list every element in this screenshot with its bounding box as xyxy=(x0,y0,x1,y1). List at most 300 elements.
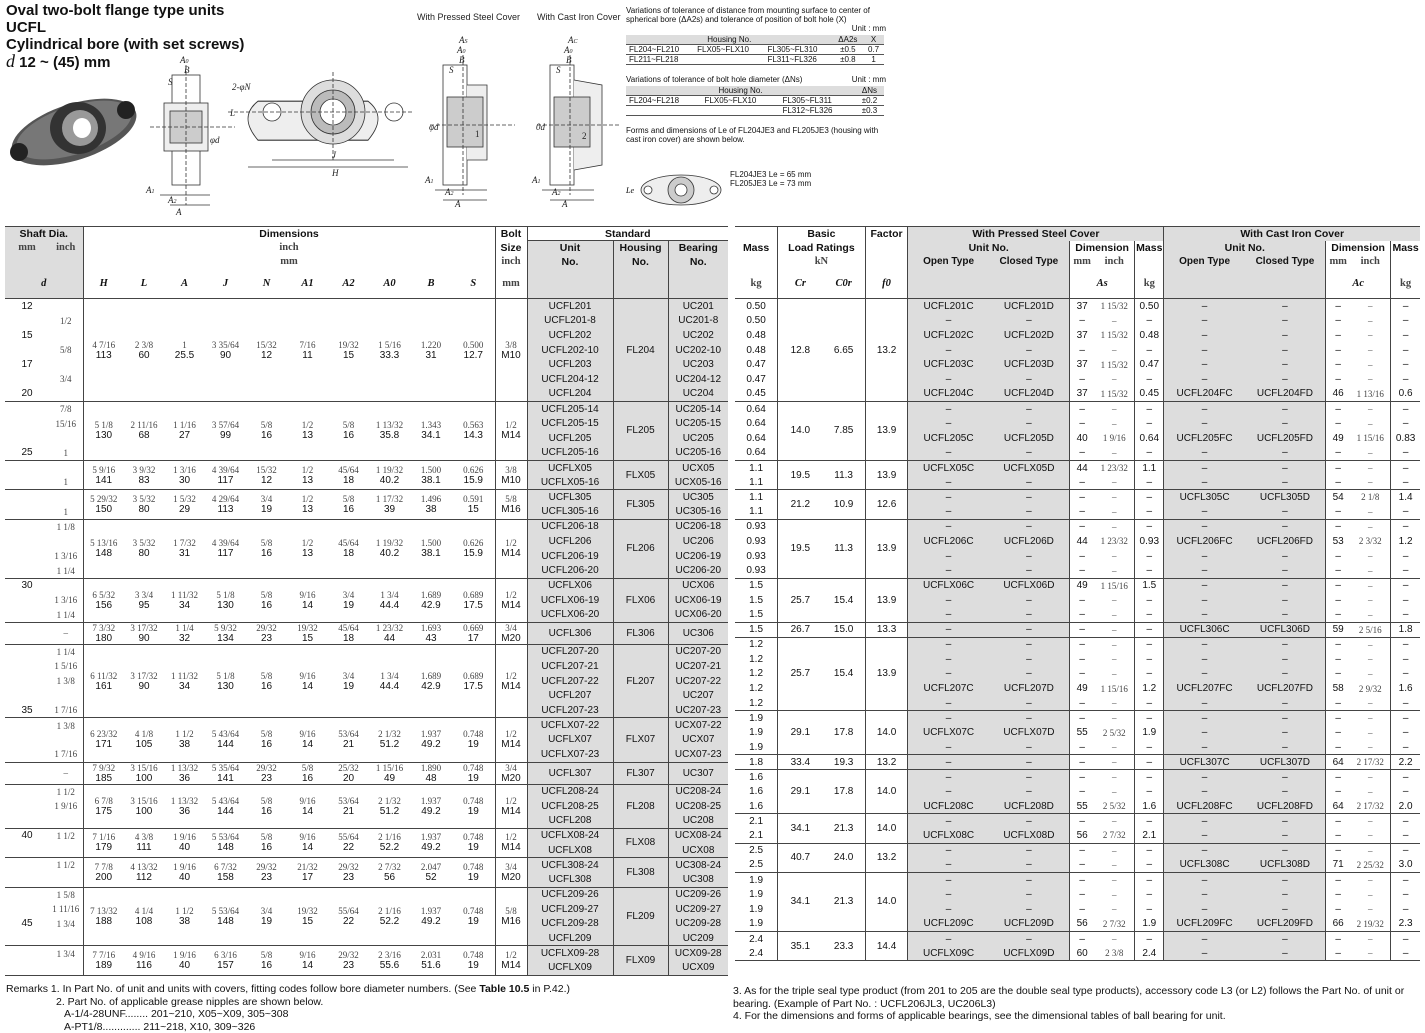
dimension-cell xyxy=(205,578,246,622)
unit-no: UCFL202-10 xyxy=(527,343,613,358)
factor-f0: 13.2 xyxy=(865,299,908,402)
dimension-mm: 111 xyxy=(125,842,163,853)
pressed-cover-mass: – xyxy=(1135,593,1164,608)
dimension-cell xyxy=(83,887,124,946)
dimension-cell xyxy=(369,622,410,644)
bearing-no: UC201-8 xyxy=(668,313,728,328)
dimension-mm: 19 xyxy=(453,960,494,971)
bolt-inch: 1/2 xyxy=(497,538,526,548)
pressed-open-type: – xyxy=(908,490,989,505)
cast-open-type: – xyxy=(1164,416,1245,431)
pressed-closed-type: – xyxy=(989,814,1070,829)
cast-open-type: – xyxy=(1164,519,1245,534)
dimension-inch: 19/32 xyxy=(288,623,327,633)
shaft-mm xyxy=(5,872,49,887)
dimension-mm: 95 xyxy=(125,600,163,611)
pressed-closed-type: – xyxy=(989,608,1070,623)
housing-no: FLX09 xyxy=(613,946,668,975)
dimension-cell xyxy=(164,946,205,975)
dimension-inch: 7 7/16 xyxy=(85,950,124,960)
pressed-open-type: – xyxy=(908,652,989,667)
bolt-mm: M10 xyxy=(497,350,526,361)
dimension-mm: 13 xyxy=(288,504,327,515)
dimension-mm: 51.6 xyxy=(411,960,451,971)
cast-open-type: – xyxy=(1164,549,1245,564)
v1-cell: FL305~FL310 xyxy=(764,45,832,55)
shaft-inch: 1 3/4 xyxy=(49,946,83,961)
shaft-mm: 12 xyxy=(5,299,49,314)
dimension-mm: 40 xyxy=(165,872,204,883)
cast-dim-inch: – xyxy=(1350,343,1390,358)
pressed-open-type: UCFL204C xyxy=(908,387,989,402)
unit-mass: 0.93 xyxy=(735,549,778,564)
unit-no: UCFL204-12 xyxy=(527,372,613,387)
shaft-mm xyxy=(5,902,49,917)
dimension-inch: 1 3/16 xyxy=(165,465,204,475)
pressed-dim-mm: – xyxy=(1070,402,1095,417)
pressed-cover-mass: – xyxy=(1135,873,1164,888)
shaft-inch: 1 9/16 xyxy=(49,799,83,814)
unit-mass: 0.45 xyxy=(735,387,778,402)
dimension-inch: 4 1/8 xyxy=(125,729,163,739)
cast-dim-mm: – xyxy=(1326,946,1351,961)
h-unit: Unit xyxy=(527,241,613,255)
bolt-inch: 5/8 xyxy=(497,906,526,916)
dimension-cell xyxy=(246,519,287,578)
dimension-inch: 1 3/4 xyxy=(370,671,409,681)
dimension-cell xyxy=(452,887,495,946)
bearing-no: UC208-24 xyxy=(668,784,728,799)
dimension-mm: 134 xyxy=(206,633,245,644)
bolt-mm: M20 xyxy=(497,872,526,883)
dimension-cell xyxy=(205,718,246,762)
pressed-cover-mass: 0.48 xyxy=(1135,328,1164,343)
dimension-inch: 7 9/32 xyxy=(85,763,124,773)
dimension-cell xyxy=(452,828,495,857)
pressed-closed-type: – xyxy=(989,755,1070,770)
h-col: J xyxy=(205,269,246,299)
dimension-inch: 0.748 xyxy=(453,796,494,806)
dimension-inch: 0.626 xyxy=(453,465,494,475)
bolt-size xyxy=(495,299,527,402)
unit-no: UCFLX05 xyxy=(527,460,613,475)
cast-dim-inch: – xyxy=(1350,299,1390,314)
rating-c0r: 19.3 xyxy=(823,755,866,770)
dimension-cell xyxy=(452,490,495,519)
housing-no: FL204 xyxy=(613,299,668,402)
dimension-cell xyxy=(164,858,205,887)
dimension-mm: 200 xyxy=(85,872,124,883)
cast-cover-mass: – xyxy=(1391,313,1420,328)
shaft-mm: 35 xyxy=(5,703,49,718)
shaft-mm xyxy=(5,608,49,623)
cast-dim-mm: – xyxy=(1326,770,1351,785)
dimension-inch: 5/8 xyxy=(247,950,286,960)
pressed-dim-inch: – xyxy=(1094,313,1134,328)
bolt-size xyxy=(495,828,527,857)
cast-cover-mass: – xyxy=(1391,357,1420,372)
v1-cell: FL204~FL210 xyxy=(626,45,694,55)
bearing-no: UC204 xyxy=(668,387,728,402)
shaft-mm xyxy=(5,858,49,873)
pressed-cover-mass: – xyxy=(1135,666,1164,681)
h-housing-no: No. xyxy=(613,255,668,269)
cast-cover-mass: – xyxy=(1391,784,1420,799)
dimension-inch: 5 9/16 xyxy=(85,465,124,475)
cast-dim-mm: – xyxy=(1326,460,1351,475)
shaft-inch xyxy=(49,961,83,976)
pressed-dim-mm: – xyxy=(1070,608,1095,623)
pressed-dim-inch: – xyxy=(1094,711,1134,726)
unit-mass: 1.9 xyxy=(735,902,778,917)
variation1-table xyxy=(626,35,884,65)
unit-mass: 1.2 xyxy=(735,652,778,667)
dimension-mm: 12.7 xyxy=(453,350,494,361)
dimension-mm: 33.3 xyxy=(370,350,409,361)
dimension-mm: 17.5 xyxy=(453,681,494,692)
dimension-inch: 1.937 xyxy=(411,796,451,806)
pressed-open-type: UCFL209C xyxy=(908,917,989,932)
bearing-no: UC205-14 xyxy=(668,402,728,417)
bolt-inch: 3/4 xyxy=(497,763,526,773)
shaft-mm xyxy=(5,946,49,961)
dimension-cell xyxy=(410,784,452,828)
dimension-mm: 51.2 xyxy=(370,739,409,750)
pressed-closed-type: – xyxy=(989,902,1070,917)
bolt-inch: 3/4 xyxy=(497,623,526,633)
dimension-mm: 19 xyxy=(329,681,368,692)
pressed-dim-mm: 37 xyxy=(1070,328,1095,343)
cast-dim-mm: – xyxy=(1326,299,1351,314)
factor-f0: 12.6 xyxy=(865,490,908,519)
cast-open-type: UCFL308C xyxy=(1164,858,1245,873)
dimension-cell xyxy=(124,858,164,887)
pressed-cover-mass: – xyxy=(1135,372,1164,387)
bearing-no: UCX06-19 xyxy=(668,593,728,608)
unit-mass: 0.64 xyxy=(735,402,778,417)
pressed-dim-inch: 2 3/8 xyxy=(1094,946,1134,961)
pressed-closed-type: – xyxy=(989,931,1070,946)
cast-cover-caption: With Cast Iron Cover xyxy=(537,12,621,22)
dimension-mm: 40 xyxy=(165,842,204,853)
pressed-dim-inch: 2 7/32 xyxy=(1094,828,1134,843)
unit-no: UCFL308 xyxy=(527,872,613,887)
bolt-inch: 1/2 xyxy=(497,796,526,806)
dimension-inch: 1 3/4 xyxy=(370,590,409,600)
dimension-cell xyxy=(205,460,246,489)
rating-cr: 19.5 xyxy=(778,519,823,578)
dimension-inch: 2 1/16 xyxy=(370,906,409,916)
dimension-cell xyxy=(287,784,328,828)
h-bearing-no: No. xyxy=(668,255,728,269)
dimension-cell xyxy=(164,644,205,718)
dimension-inch: 1 9/16 xyxy=(165,950,204,960)
shaft-inch: 1 5/8 xyxy=(49,887,83,902)
unit-mass: 1.1 xyxy=(735,505,778,520)
table-row xyxy=(735,402,1420,417)
pressed-open-type: – xyxy=(908,622,989,637)
svg-text:A: A xyxy=(561,199,568,209)
dimension-inch: 1 xyxy=(165,340,204,350)
dimension-inch: 0.626 xyxy=(453,538,494,548)
pressed-open-type: – xyxy=(908,549,989,564)
pressed-open-type: – xyxy=(908,608,989,623)
pressed-cover-mass: – xyxy=(1135,902,1164,917)
rating-cr: 40.7 xyxy=(778,843,823,872)
bolt-inch: 1/2 xyxy=(497,950,526,960)
dimension-inch: 5 43/64 xyxy=(206,796,245,806)
unit-mass: 1.6 xyxy=(735,770,778,785)
pressed-dim-inch: – xyxy=(1094,372,1134,387)
h-bearing: Bearing xyxy=(668,241,728,255)
shaft-mm xyxy=(5,372,49,387)
dimension-cell xyxy=(205,490,246,519)
cast-dim-inch: 2 19/32 xyxy=(1350,917,1390,932)
bore-symbol: d xyxy=(6,51,15,71)
bolt-inch: 1/2 xyxy=(497,832,526,842)
dimension-mm: 117 xyxy=(206,475,245,486)
pressed-closed-type: – xyxy=(989,770,1070,785)
dimension-cell xyxy=(410,946,452,975)
shaft-inch xyxy=(49,578,83,593)
shaft-mm xyxy=(5,674,49,689)
dimension-mm: 144 xyxy=(206,739,245,750)
table-row xyxy=(735,711,1420,726)
dimension-mm: 144 xyxy=(206,806,245,817)
rating-cr: 33.4 xyxy=(778,755,823,770)
dimension-cell xyxy=(452,402,495,461)
dimension-inch: 1.693 xyxy=(411,623,451,633)
svg-text:A2: A2 xyxy=(551,187,561,197)
unit-no: UCFL205-16 xyxy=(527,446,613,461)
unit-mass: 0.47 xyxy=(735,372,778,387)
h-shaft-inch: inch xyxy=(49,241,83,255)
bolt-size xyxy=(495,887,527,946)
dimension-inch: 1 23/32 xyxy=(370,623,409,633)
cast-dim-mm: 53 xyxy=(1326,534,1351,549)
svg-text:A2: A2 xyxy=(444,187,454,197)
front-view-drawing xyxy=(228,72,413,180)
table-row xyxy=(5,299,728,314)
dimension-mm: 38 xyxy=(165,916,204,927)
pressed-open-type: – xyxy=(908,740,989,755)
cast-dim-mm: – xyxy=(1326,357,1351,372)
dimension-mm: 19 xyxy=(329,600,368,611)
bearing-no: UCX07 xyxy=(668,733,728,748)
pressed-closed-type: – xyxy=(989,563,1070,578)
bolt-size xyxy=(495,718,527,762)
dimension-inch: 3 5/32 xyxy=(125,538,163,548)
pressed-dim-mm: 44 xyxy=(1070,460,1095,475)
dimension-mm: 12 xyxy=(247,475,286,486)
dimension-cell xyxy=(328,762,369,784)
svg-text:A2: A2 xyxy=(167,195,177,205)
svg-text:φd: φd xyxy=(210,135,220,145)
dimension-mm: 80 xyxy=(125,548,163,559)
pressed-dim-inch: – xyxy=(1094,563,1134,578)
bore-type: Cylindrical bore (with set screws) xyxy=(6,36,244,53)
dimension-cell xyxy=(164,490,205,519)
dimension-inch: 1 9/16 xyxy=(165,862,204,872)
bearing-no: UC202-10 xyxy=(668,343,728,358)
cast-closed-type: – xyxy=(1245,460,1326,475)
unit-no: UCFLX09 xyxy=(527,961,613,976)
pressed-dim-mm: 55 xyxy=(1070,799,1095,814)
bearing-no: UCX08-24 xyxy=(668,828,728,843)
pressed-cover-mass: – xyxy=(1135,740,1164,755)
v2-cell: FL312~FL326 xyxy=(779,106,855,116)
pressed-dim-inch: – xyxy=(1094,505,1134,520)
pressed-open-type: – xyxy=(908,593,989,608)
rating-cr: 29.1 xyxy=(778,770,823,814)
bolt-mm: M20 xyxy=(497,633,526,644)
unit-mass: 1.2 xyxy=(735,696,778,711)
dimension-mm: 130 xyxy=(206,681,245,692)
pressed-cover-mass: – xyxy=(1135,549,1164,564)
cast-cover-mass: – xyxy=(1391,519,1420,534)
pressed-cover-mass: – xyxy=(1135,931,1164,946)
table-row xyxy=(5,490,728,505)
svg-text:0d: 0d xyxy=(536,122,546,132)
bolt-inch: 1/2 xyxy=(497,590,526,600)
pressed-open-type: – xyxy=(908,770,989,785)
dimension-mm: 16 xyxy=(247,681,286,692)
dimension-mm: 40.2 xyxy=(370,548,409,559)
bearing-no: UC202 xyxy=(668,328,728,343)
rating-c0r: 11.3 xyxy=(823,519,866,578)
cast-open-type: – xyxy=(1164,873,1245,888)
cast-open-type: – xyxy=(1164,843,1245,858)
dimension-inch: 6 11/32 xyxy=(85,671,124,681)
dimension-inch: 0.748 xyxy=(453,763,494,773)
dimension-mm: 16 xyxy=(247,600,286,611)
table-row xyxy=(5,460,728,475)
table-row xyxy=(735,622,1420,637)
dimension-mm: 158 xyxy=(206,872,245,883)
dimension-mm: 19 xyxy=(453,842,494,853)
dimension-mm: 16 xyxy=(288,773,327,784)
dimension-inch: 2 1/32 xyxy=(370,796,409,806)
dimension-cell xyxy=(410,519,452,578)
je3-values xyxy=(730,170,811,188)
pressed-closed-type: – xyxy=(989,637,1070,652)
dimension-mm: 19 xyxy=(453,739,494,750)
dimension-cell xyxy=(124,887,164,946)
variation2-table xyxy=(626,86,884,116)
dimension-mm: 17.5 xyxy=(453,600,494,611)
je3-drawing xyxy=(626,165,726,215)
cast-open-type: – xyxy=(1164,593,1245,608)
dimension-inch: 1/2 xyxy=(288,494,327,504)
unit-no: UCFL305-16 xyxy=(527,505,613,520)
table-row xyxy=(5,622,728,644)
dimension-cell xyxy=(246,887,287,946)
svg-text:A: A xyxy=(175,207,182,217)
cast-cover-mass: – xyxy=(1391,549,1420,564)
dimension-inch: 0.669 xyxy=(453,623,494,633)
dimension-cell xyxy=(369,644,410,718)
cast-dim-mm: 59 xyxy=(1326,622,1351,637)
dimension-cell xyxy=(452,858,495,887)
cast-dim-mm: – xyxy=(1326,740,1351,755)
pressed-cover-mass: – xyxy=(1135,343,1164,358)
shaft-mm xyxy=(5,843,49,858)
unit-mass: 1.2 xyxy=(735,666,778,681)
dimension-cell xyxy=(205,519,246,578)
bearing-no: UCX05-16 xyxy=(668,475,728,490)
dimension-mm: 13 xyxy=(288,548,327,559)
variation1-text: Variations of tolerance of distance from mounting surface to center of spherical bore (ΔA2s) and tolerance of position of bolt hole (X) xyxy=(626,6,886,24)
unit-no: UCFL201-8 xyxy=(527,313,613,328)
shaft-inch xyxy=(49,843,83,858)
v1-cell: FL211~FL218 xyxy=(626,55,694,65)
pressed-closed-type: UCFL208D xyxy=(989,799,1070,814)
rating-c0r: 24.0 xyxy=(823,843,866,872)
cast-closed-type: – xyxy=(1245,784,1326,799)
shaft-mm xyxy=(5,733,49,748)
pressed-open-type: – xyxy=(908,563,989,578)
rating-cr: 35.1 xyxy=(778,931,823,960)
h-kg-c: kg xyxy=(1391,269,1420,299)
dimension-mm: 100 xyxy=(125,773,163,784)
shaft-mm xyxy=(5,563,49,578)
dimension-mm: 108 xyxy=(125,916,163,927)
h-kn: kN xyxy=(778,255,866,269)
dimension-inch: 5/8 xyxy=(247,671,286,681)
dimension-inch: 0.748 xyxy=(453,862,494,872)
pressed-dim-inch: – xyxy=(1094,843,1134,858)
dimension-mm: 11 xyxy=(288,350,327,361)
dimension-cell xyxy=(287,490,328,519)
pressed-open-type: – xyxy=(908,696,989,711)
dimension-inch: 4 7/16 xyxy=(85,340,124,350)
unit-no: UCFL306 xyxy=(527,622,613,644)
h-closed-p: Closed Type xyxy=(989,255,1070,269)
cast-dim-inch: – xyxy=(1350,608,1390,623)
h-dim-mm: mm xyxy=(83,255,495,269)
dimension-cell xyxy=(246,762,287,784)
pressed-closed-type: – xyxy=(989,519,1070,534)
v1-head-a2s: ΔA2s xyxy=(833,35,864,45)
v1-cell: 1 xyxy=(863,55,884,65)
dimension-mm: 15 xyxy=(453,504,494,515)
cast-cover-mass: 2.2 xyxy=(1391,755,1420,770)
table-row xyxy=(735,519,1420,534)
dimension-inch: 4 13/32 xyxy=(125,862,163,872)
rating-cr: 19.5 xyxy=(778,460,823,489)
rating-c0r: 7.85 xyxy=(823,402,866,461)
shaft-mm: 45 xyxy=(5,917,49,932)
unit-no: UCFL209-26 xyxy=(527,887,613,902)
dimension-cell xyxy=(205,402,246,461)
pressed-dim-mm: – xyxy=(1070,416,1095,431)
cast-closed-type: – xyxy=(1245,828,1326,843)
bolt-inch: 3/4 xyxy=(497,862,526,872)
pressed-dim-inch: – xyxy=(1094,887,1134,902)
dimension-mm: 27 xyxy=(165,430,204,441)
shaft-inch: – xyxy=(49,622,83,644)
pressed-open-type: UCFL206C xyxy=(908,534,989,549)
dimension-cell xyxy=(452,644,495,718)
table-row xyxy=(735,814,1420,829)
pressed-open-type: UCFL202C xyxy=(908,328,989,343)
h-mass-p: Mass xyxy=(1135,241,1164,255)
dimension-mm: 15 xyxy=(288,916,327,927)
rating-cr: 25.7 xyxy=(778,637,823,711)
remark-2a: A-1/4-28UNF........ 201~210, X05~X09, 305~308 xyxy=(6,1008,726,1021)
v1-cell: ±0.8 xyxy=(833,55,864,65)
h-f0: f0 xyxy=(865,269,908,299)
